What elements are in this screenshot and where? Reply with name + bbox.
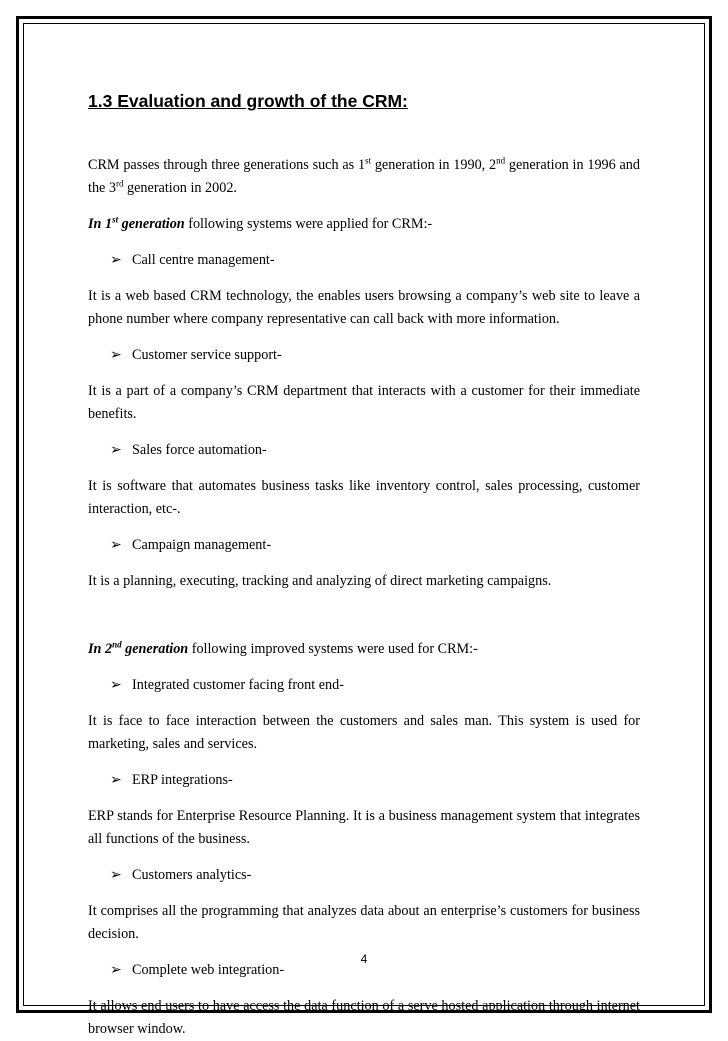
gen2-bullet-web-integration: ➢ Complete web integration-: [88, 959, 640, 982]
gen2-desc-erp: ERP stands for Enterprise Resource Planning. It is a business management system that integrates all functions of the business.: [88, 808, 640, 847]
gen2-desc-analytics: It comprises all the programming that analyzes data about an enterprise’s customers for business decision.: [88, 903, 640, 942]
gen1-title: In 1st generation following systems were applied for CRM:-: [88, 214, 433, 232]
gen1-bullet-customer-service: ➢ Customer service support-: [88, 344, 640, 367]
intro-paragraph: CRM passes through three generations such as 1st generation in 1990, 2nd generation in 1996 and the 3rd generation in 2002.: [88, 155, 640, 196]
gen1-desc-campaign: It is a planning, executing, tracking and analyzing of direct marketing campaigns.: [88, 573, 552, 589]
arrow-bullet-icon: ➢: [110, 537, 122, 553]
gen2-bullet-erp: ➢ ERP integrations-: [88, 769, 640, 792]
gen1-bullet-call-centre: ➢ Call centre management-: [88, 249, 640, 272]
section-heading: 1.3 Evaluation and growth of the CRM:: [88, 91, 408, 111]
gen2-desc-front-end: It is face to face interaction between the customers and sales man. This system is used for marketing, sales and services.: [88, 713, 640, 752]
gen1-desc-sales-force: It is software that automates business tasks like inventory control, sales processing, customer interaction, etc-.: [88, 478, 640, 517]
arrow-bullet-icon: ➢: [110, 442, 122, 458]
arrow-bullet-icon: ➢: [110, 867, 122, 883]
gen2-bullet-front-end: ➢ Integrated customer facing front end-: [88, 674, 640, 697]
arrow-bullet-icon: ➢: [110, 252, 122, 268]
arrow-bullet-icon: ➢: [110, 962, 122, 978]
document-body: [88, 90, 640, 1041]
gen2-bullet-analytics: ➢ Customers analytics-: [88, 864, 640, 887]
page-number: 4: [360, 952, 368, 966]
arrow-bullet-icon: ➢: [110, 772, 122, 788]
gen1-bullet-sales-force: ➢ Sales force automation-: [88, 439, 640, 462]
arrow-bullet-icon: ➢: [110, 677, 122, 693]
gen1-desc-call-centre: It is a web based CRM technology, the enables users browsing a company’s web site to leave a phone number where company representative can call back with more information.: [88, 288, 640, 327]
gen2-title: In 2nd generation following improved systems were used for CRM:-: [88, 639, 478, 657]
gen2-desc-web-integration: It allows end users to have access the data function of a serve hosted application through internet browser window.: [88, 998, 640, 1037]
arrow-bullet-icon: ➢: [110, 347, 122, 363]
gen1-desc-customer-service: It is a part of a company’s CRM department that interacts with a customer for their immediate benefits.: [88, 383, 640, 422]
gen1-bullet-campaign: ➢ Campaign management-: [88, 534, 640, 557]
